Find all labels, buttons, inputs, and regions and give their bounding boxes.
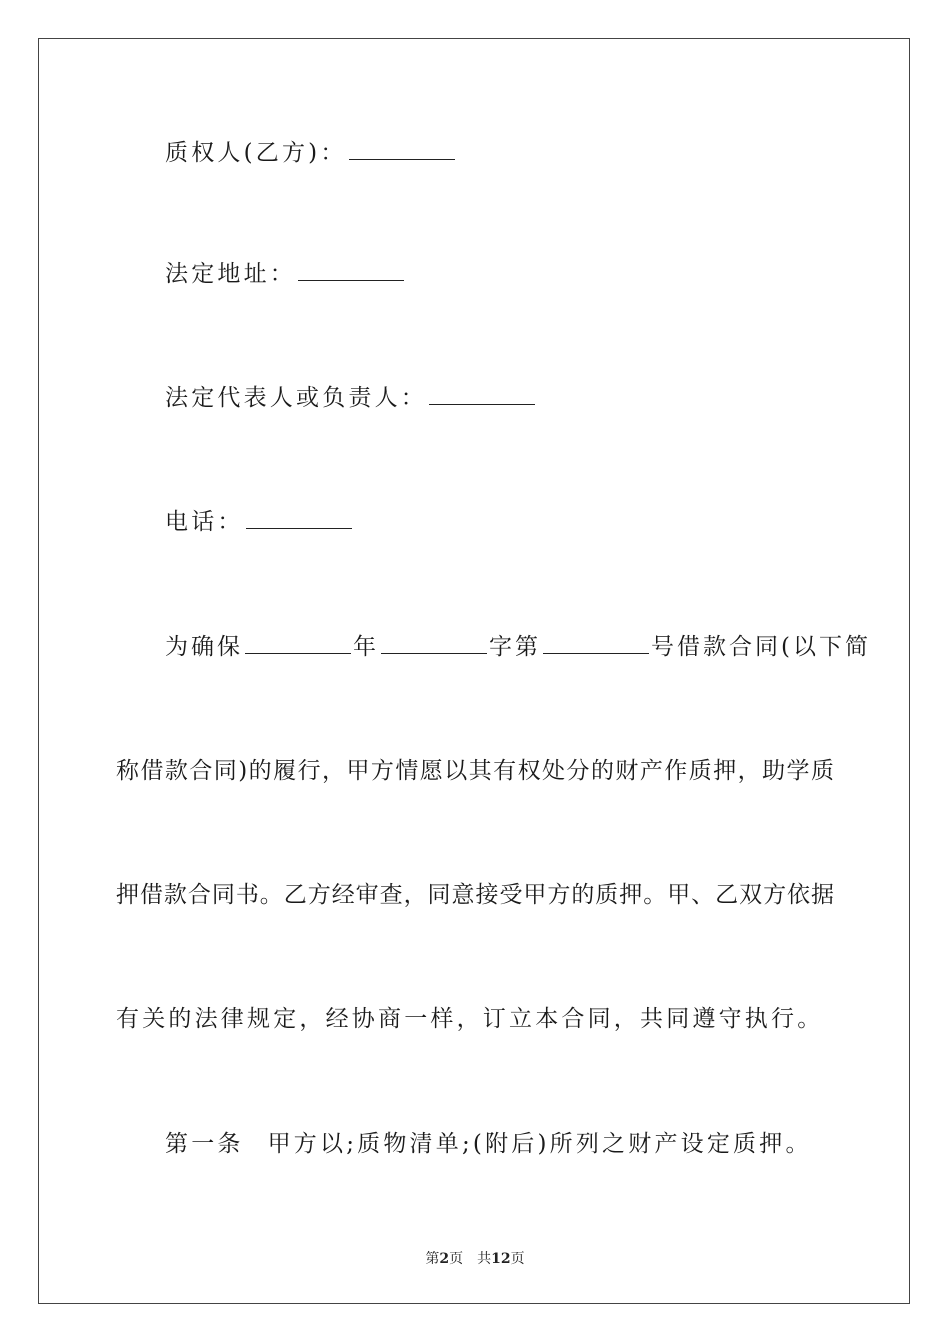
footer-page-suffix: 页 <box>449 1251 464 1267</box>
article1-label: 第一条 <box>165 1131 244 1157</box>
pledgee-label: 质权人(乙方)： <box>165 140 347 166</box>
para1-line2: 称借款合同)的履行，甲方情愿以其有权处分的财产作质押，助学质 <box>116 758 834 784</box>
word-blank[interactable] <box>381 633 487 654</box>
para1-line4: 有关的法律规定，经协商一样，订立本合同，共同遵守执行。 <box>116 1006 824 1032</box>
footer-total-number: 12 <box>491 1251 511 1267</box>
number-blank[interactable] <box>543 633 649 654</box>
phone-blank[interactable] <box>246 508 352 529</box>
para1-seg2: 年 <box>353 634 379 660</box>
footer-page-prefix: 第 <box>425 1251 440 1267</box>
para1-seg1: 为确保 <box>165 634 243 660</box>
address-label: 法定地址： <box>165 261 296 287</box>
representative-label: 法定代表人或负责人： <box>165 385 427 411</box>
para1-line3: 押借款合同书。乙方经审查，同意接受甲方的质押。甲、乙双方依据 <box>116 882 834 908</box>
footer-total-prefix: 共 <box>477 1251 492 1267</box>
page-border <box>38 38 910 1304</box>
pledgee-line <box>165 138 457 168</box>
address-blank[interactable] <box>298 260 404 281</box>
address-line <box>165 259 406 289</box>
phone-line <box>165 507 354 537</box>
phone-label: 电话： <box>165 509 244 535</box>
article1-line <box>165 1129 812 1159</box>
para1-seg3: 字第 <box>489 634 541 660</box>
article1-text: 甲方以;质物清单;(附后)所列之财产设定质押。 <box>267 1131 812 1157</box>
page-footer <box>0 1248 950 1268</box>
footer-total-suffix: 页 <box>510 1251 525 1267</box>
pledgee-blank[interactable] <box>349 139 455 160</box>
representative-line <box>165 383 537 413</box>
representative-blank[interactable] <box>429 384 535 405</box>
para1-line1 <box>165 632 871 662</box>
para1-seg4: 号借款合同(以下简 <box>651 634 871 660</box>
year-blank[interactable] <box>245 633 351 654</box>
footer-page-number: 2 <box>439 1251 450 1267</box>
